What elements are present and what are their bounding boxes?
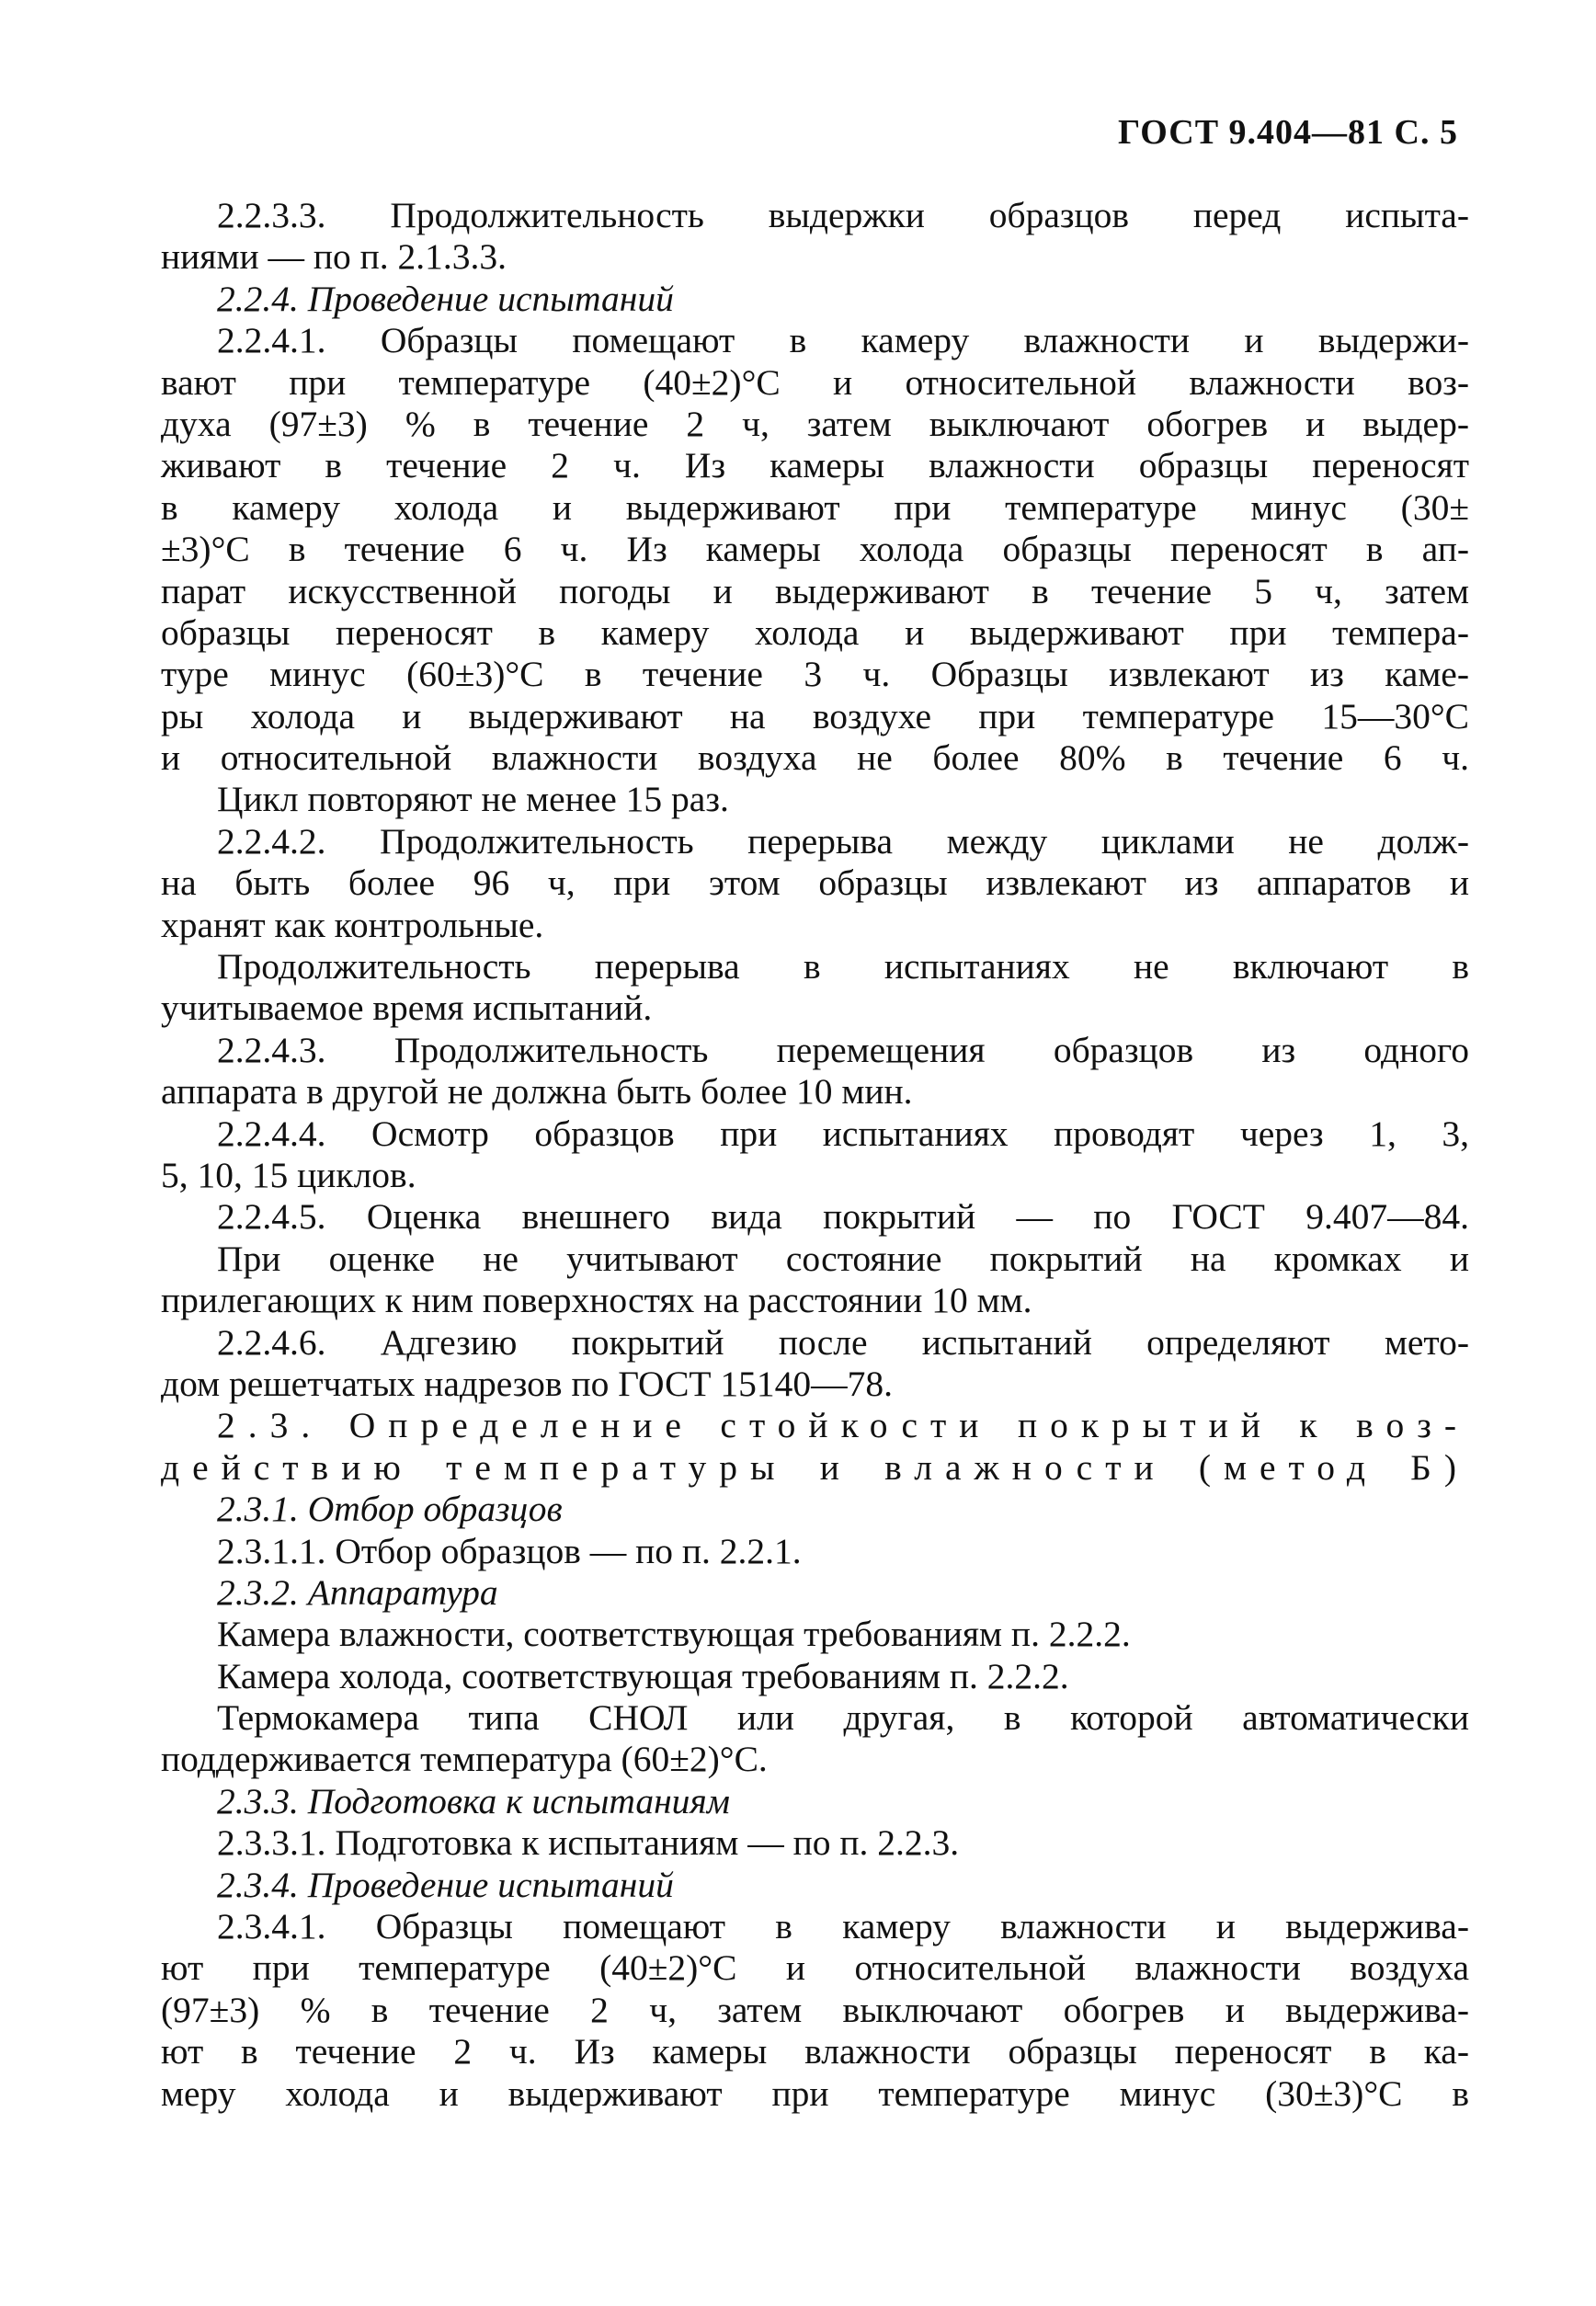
text-line: ±3)°С в течение 6 ч. Из камеры холода образцы переносят в ап- — [161, 529, 1469, 570]
text-line: 2.2.3.3. Продолжительность выдержки образцов перед испыта- — [217, 195, 1469, 235]
text-line: духа (97±3) % в течение 2 ч, затем выключают обогрев и выдер- — [161, 403, 1469, 444]
text-line: 2.2.4.2. Продолжительность перерыва между циклами не долж- — [217, 820, 1469, 862]
text-line: на быть более 96 ч, при этом образцы извлекают из аппаратов и — [161, 862, 1469, 904]
text-line: прилегающих к ним поверхностях на расстоянии 10 мм. — [161, 1280, 1032, 1321]
text-line: учитываемое время испытаний. — [161, 987, 653, 1029]
text-line: Камера холода, соответствующая требованиям п. 2.2.2. — [217, 1655, 1069, 1696]
text-line: 2.3.1.1. Отбор образцов — по п. 2.2.1. — [217, 1530, 802, 1571]
text-line: 2.2.4.4. Осмотр образцов при испытаниях проводят через 1, 3, — [217, 1113, 1469, 1154]
text-line: При оценке не учитывают состояние покрытий на кромках и — [217, 1238, 1469, 1279]
text-line: ют при температуре (40±2)°С и относительной влажности воздуха — [161, 1947, 1469, 1989]
text-line: 2.3.4.1. Образцы помещают в камеру влажности и выдержива- — [217, 1906, 1469, 1947]
text-line: живают в течение 2 ч. Из камеры влажности образцы переносят — [161, 445, 1469, 486]
text-line: ниями — по п. 2.1.3.3. — [161, 236, 507, 278]
text-line: парат искусственной погоды и выдерживают в течение 5 ч, затем — [161, 570, 1469, 611]
section-heading: 2.3.2. Аппаратура — [217, 1571, 498, 1613]
text-line: 2.2.4.5. Оценка внешнего вида покрытий — по ГОСТ 9.407—84. — [217, 1196, 1469, 1238]
section-heading: 2.2.4. Проведение испытаний — [217, 278, 674, 319]
section-heading: 2.3.4. Проведение испытаний — [217, 1864, 674, 1905]
text-line: 5, 10, 15 циклов. — [161, 1154, 416, 1195]
text-line: Цикл повторяют не менее 15 раз. — [217, 779, 729, 820]
text-line: Камера влажности, соответствующая требованиям п. 2.2.2. — [217, 1614, 1131, 1655]
text-line: дом решетчатых надрезов по ГОСТ 15140—78. — [161, 1363, 894, 1404]
section-heading: 2.3.3. Подготовка к испытаниям — [217, 1780, 730, 1821]
text-line: 2.2.4.3. Продолжительность перемещения образцов из одного — [217, 1029, 1469, 1070]
text-line: аппарата в другой не должна быть более 10 мин. — [161, 1071, 913, 1113]
section-heading: 2.3.1. Отбор образцов — [217, 1489, 563, 1530]
page-header: ГОСТ 9.404—81 С. 5 — [1118, 113, 1458, 152]
text-line: туре минус (60±3)°С в течение 3 ч. Образцы извлекают из каме- — [161, 654, 1469, 695]
document-body — [161, 195, 1469, 2115]
text-line: вают при температуре (40±2)°С и относительной влажности воз- — [161, 361, 1469, 403]
text-line: 2.2.4.1. Образцы помещают в камеру влажности и выдержи- — [217, 320, 1469, 361]
section-title: действию температуры и влажности (метод Б) — [161, 1446, 1469, 1488]
text-line: образцы переносят в камеру холода и выдерживают при темпера- — [161, 611, 1469, 653]
text-line: и относительной влажности воздуха не более 80% в течение 6 ч. — [161, 737, 1469, 779]
section-title: 2.3. Определение стойкости покрытий к воз- — [217, 1405, 1469, 1446]
text-line: 2.3.3.1. Подготовка к испытаниям — по п. 2.2.3. — [217, 1822, 960, 1864]
text-line: меру холода и выдерживают при температуре минус (30±3)°С в — [161, 2072, 1469, 2114]
text-line: Продолжительность перерыва в испытаниях не включают в — [217, 946, 1469, 987]
text-line: Термокамера типа СНОЛ или другая, в которой автоматически — [217, 1697, 1469, 1739]
text-line: (97±3) % в течение 2 ч, затем выключают обогрев и выдержива- — [161, 1989, 1469, 2030]
text-line: ры холода и выдерживают на воздухе при температуре 15—30°С — [161, 695, 1469, 736]
text-line: хранят как контрольные. — [161, 904, 544, 945]
text-line: ют в течение 2 ч. Из камеры влажности образцы переносят в ка- — [161, 2031, 1469, 2072]
text-line: в камеру холода и выдерживают при температуре минус (30± — [161, 486, 1469, 528]
text-line: поддерживается температура (60±2)°С. — [161, 1739, 768, 1780]
text-line: 2.2.4.6. Адгезию покрытий после испытаний определяют мето- — [217, 1321, 1469, 1363]
